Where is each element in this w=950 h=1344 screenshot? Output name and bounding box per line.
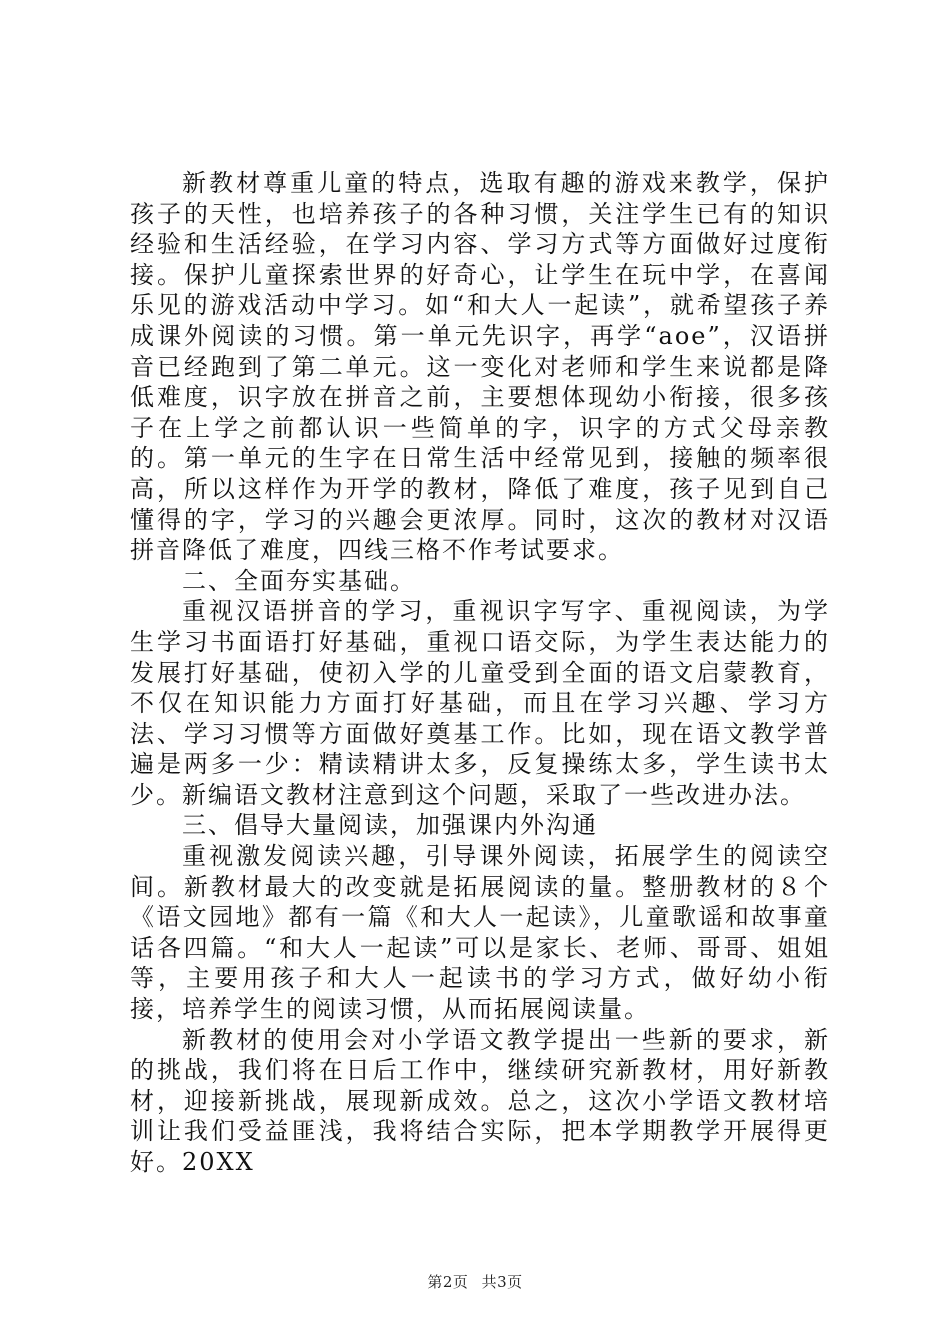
section-heading-reading: 三、倡导大量阅读，加强课内外沟通 (182, 811, 598, 840)
document-body (130, 168, 830, 1178)
page-number: 第2页 (427, 1273, 469, 1291)
paragraph-intro: 新教材尊重儿童的特点，选取有趣的游戏来教学，保护孩子的天性，也培养孩子的各种习惯，关注学生已有的知识经验和生活经验，在学习内容、学习方式等方面做好过度衔接。保护儿童探索世界的好奇心，让学生在玩中学，在喜闻乐见的游戏活动中学习。如“和大人一起读”，就希望孩子养成课外阅读的习惯。第一单元先识字，再学“aoe”，汉语拼音已经跑到了第二单元。这一变化对老师和学生来说都是降低难度，识字放在拼音之前，主要想体现幼小衔接，很多孩子在上学之前都认识一些简单的字，识字的方式父母亲教的。第一单元的生字在日常生活中经常见到，接触的频率很高，所以这样作为开学的教材，降低了难度，孩子见到自己懂得的字，学习的兴趣会更浓厚。同时，这次的教材对汉语拼音降低了难度，四线三格不作考试要求。 (130, 169, 830, 565)
page-footer (0, 1271, 950, 1292)
paragraph-reading: 重视激发阅读兴趣，引导课外阅读，拓展学生的阅读空间。新教材最大的改变就是拓展阅读的量。整册教材的８个《语文园地》都有一篇《和大人一起读》，儿童歌谣和故事童话各四篇。“和大人一起读”可以是家长、老师、哥哥、姐姐等，主要用孩子和大人一起读书的学习方式，做好幼小衔接，培养学生的阅读习惯，从而拓展阅读量。 (130, 842, 830, 1024)
paragraph-conclusion: 新教材的使用会对小学语文教学提出一些新的要求，新的挑战，我们将在日后工作中，继续研究新教材，用好新教材，迎接新挑战，展现新成效。总之，这次小学语文教材培训让我们受益匪浅，我将结合实际，把本学期教学开展得更好。20XX (130, 1025, 830, 1176)
section-heading-foundation: 二、全面夯实基础。 (182, 566, 416, 595)
paragraph-foundation: 重视汉语拼音的学习，重视识字写字、重视阅读，为学生学习书面语打好基础，重视口语交际，为学生表达能力的发展打好基础，使初入学的儿童受到全面的语文启蒙教育，不仅在知识能力方面打好基础，而且在学习兴趣、学习方法、学习习惯等方面做好奠基工作。比如，现在语文教学普遍是两多一少：精读精讲太多，反复操练太多，学生读书太少。新编语文教材注意到这个问题，采取了一些改进办法。 (130, 597, 830, 809)
page-total: 共3页 (481, 1273, 523, 1291)
